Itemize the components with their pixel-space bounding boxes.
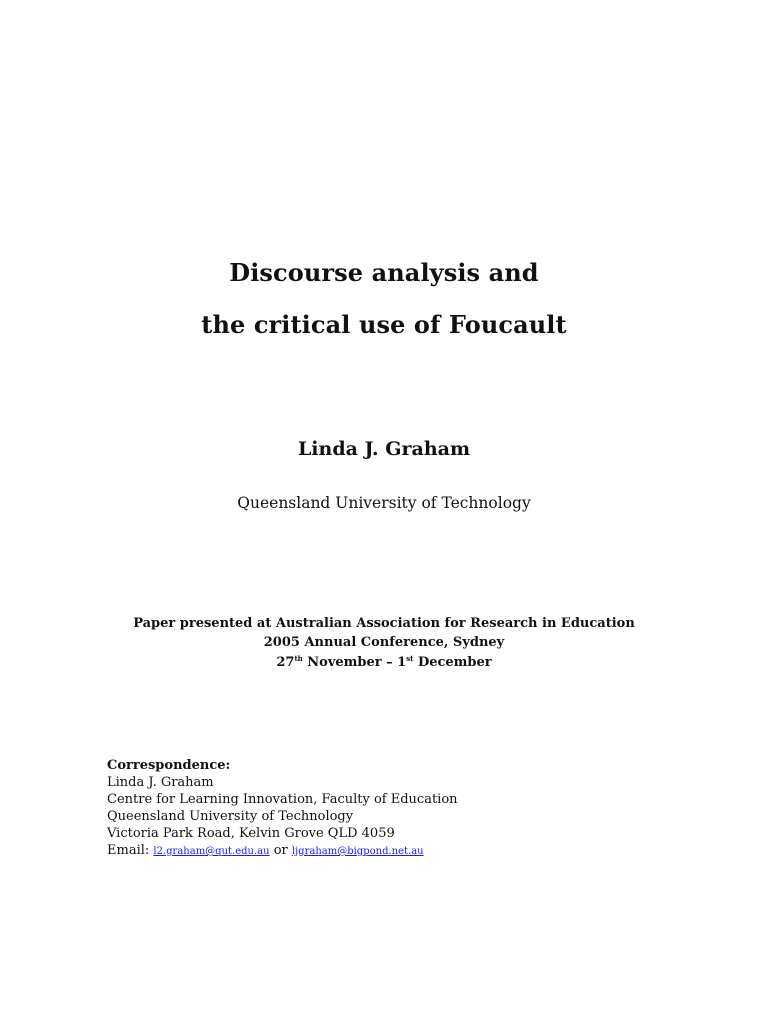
paper-title-line-1: Discourse analysis and	[229, 258, 539, 287]
correspondence-name: Linda J. Graham	[107, 775, 214, 790]
email-label: Email:	[107, 843, 154, 858]
email-separator: or	[269, 843, 292, 858]
date-suffix-2: st	[406, 654, 414, 663]
paper-title-line-2: the critical use of Foucault	[201, 310, 567, 339]
presentation-line-2: 2005 Annual Conference, Sydney	[263, 635, 505, 650]
correspondence-email-line	[107, 842, 458, 860]
email-link-bigpond[interactable]: ljgraham@bigpond.net.au	[291, 846, 424, 857]
date-end: December	[413, 655, 492, 670]
author-institution: Queensland University of Technology	[237, 494, 531, 512]
presentation-dates	[0, 654, 768, 670]
correspondence-centre: Centre for Learning Innovation, Faculty of Education	[107, 792, 458, 807]
date-suffix-1: th	[294, 654, 303, 663]
date-middle: November – 1	[302, 655, 407, 670]
correspondence-university: Queensland University of Technology	[107, 809, 354, 824]
correspondence-heading: Correspondence:	[107, 758, 231, 773]
email-link-qut[interactable]: l2.graham@qut.edu.au	[153, 846, 270, 857]
correspondence-block	[107, 757, 458, 860]
date-day-1: 27	[276, 655, 295, 670]
author-name: Linda J. Graham	[297, 438, 471, 460]
correspondence-address: Victoria Park Road, Kelvin Grove QLD 4059	[107, 826, 395, 841]
presentation-line-1: Paper presented at Australian Association for Research in Education	[133, 616, 635, 631]
